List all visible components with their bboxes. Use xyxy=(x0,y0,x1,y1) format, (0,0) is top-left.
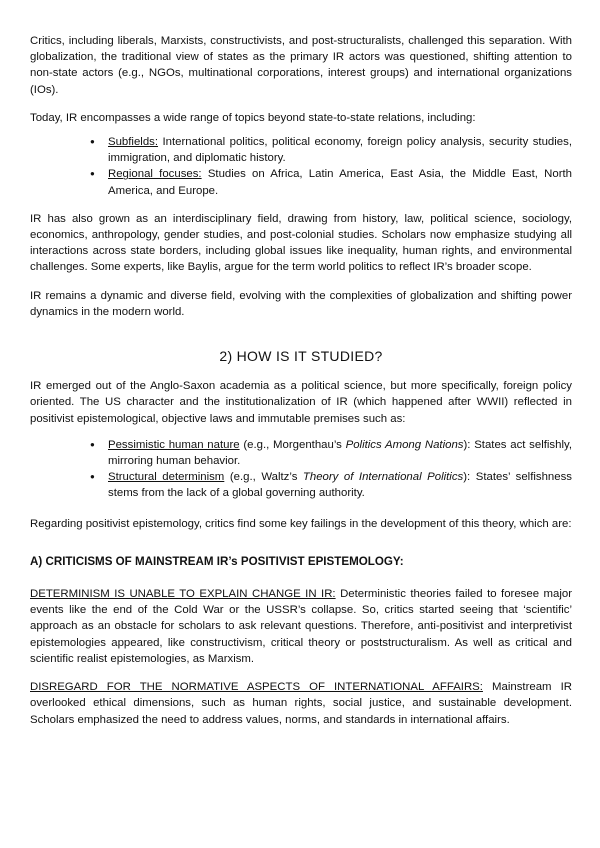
criticism-text: Deterministic theories failed to foresee major events like the end of the Cold War or the USSR’s collapse. So, critics started seeing that ‘scientific’ approach as an obstacle for scholars to ask relevant questions. Therefore, anti-positivist and interpretivist epistemologies appeared, like constructivism, critical theory or poststructuralism. As well as critical and scientific realist epistemologies, as Marxism. xyxy=(30,588,572,665)
criticism-label: DISREGARD FOR THE NORMATIVE ASPECTS OF INTERNATIONAL AFFAIRS: xyxy=(30,681,483,694)
list-item-text: Studies on Africa, Latin America, East Asia, the Middle East, North America, and Europe. xyxy=(108,168,573,197)
list-item-text: ): States act selfishly, mirroring human behavior. xyxy=(108,438,573,468)
paragraph-regarding: Regarding positivist epistemology, critics find some key failings in the development of this theory, which are: xyxy=(30,517,572,530)
criticism-label: DETERMINISM IS UNABLE TO EXPLAIN CHANGE IN IR: xyxy=(30,588,336,601)
list-item-label: Subfields: xyxy=(108,136,159,149)
criticism-text: Mainstream IR overlooked ethical dimensions, such as human rights, social justice, and sustainable development. Scholars emphasized the need to address values, norms, and standards in international affairs. xyxy=(30,681,572,726)
paragraph-emerged: IR emerged out of the Anglo-Saxon academia as a political science, but more specifically, foreign policy oriented. The US character and the institutionalization of IR (which happened after WWII) reflected in positivist epistemological, objective laws and immutable premises such as: xyxy=(30,380,572,425)
list-item xyxy=(108,166,572,198)
paragraph-normative xyxy=(30,679,572,728)
paragraph-determinism xyxy=(30,586,572,667)
list-item-label: Regional focuses: xyxy=(108,168,202,181)
paragraph-dynamic: IR remains a dynamic and diverse field, evolving with the complexities of globalization and shifting power dynamics in the modern world. xyxy=(30,289,572,318)
book-title: Theory of International Politics xyxy=(302,471,464,484)
list-item-label: Structural determinism xyxy=(108,471,225,484)
premises-list xyxy=(30,437,572,502)
topics-list xyxy=(30,134,572,199)
document-body xyxy=(30,33,572,728)
list-item-label: Pessimistic human nature xyxy=(108,438,240,451)
list-item-text: ): States’ selfishness stems from the lack of a global governing authority. xyxy=(108,471,572,500)
list-item xyxy=(108,469,572,501)
list-item-text: International politics, political economy, foreign policy analysis, security studies, immigration, and diplomatic history. xyxy=(108,136,572,165)
list-item-text: (e.g., Morgenthau’s xyxy=(239,438,346,451)
paragraph-interdisciplinary: IR has also grown as an interdisciplinary field, drawing from history, law, political science, sociology, economics, anthropology, gender studies, and post-colonial studies. Scholars now emphasize studying all interactions across state borders, including global issues like inequality, human rights, and environmental challenges. Some experts, like Baylis, argue for the term world politics to reflect IR’s broader scope. xyxy=(30,212,572,274)
paragraph-today: Today, IR encompasses a wide range of topics beyond state-to-state relations, including: xyxy=(30,111,476,124)
list-item-text: (e.g., Waltz’s xyxy=(224,471,303,484)
sub-heading: A) CRITICISMS OF MAINSTREAM IR’s POSITIVIST EPISTEMOLOGY: xyxy=(30,554,404,568)
section-title: 2) HOW IS IT STUDIED? xyxy=(219,348,383,365)
list-item xyxy=(108,437,572,469)
book-title: Politics Among Nations xyxy=(345,438,464,451)
list-item xyxy=(108,134,572,166)
paragraph-critics: Critics, including liberals, Marxists, constructivists, and post-structuralists, challenged this separation. With globalization, the traditional view of states as the primary IR actors was questioned, shifting attention to non-state actors (e.g., NGOs, multinational corporations, interest groups) and international organizations (IOs). xyxy=(30,35,572,96)
